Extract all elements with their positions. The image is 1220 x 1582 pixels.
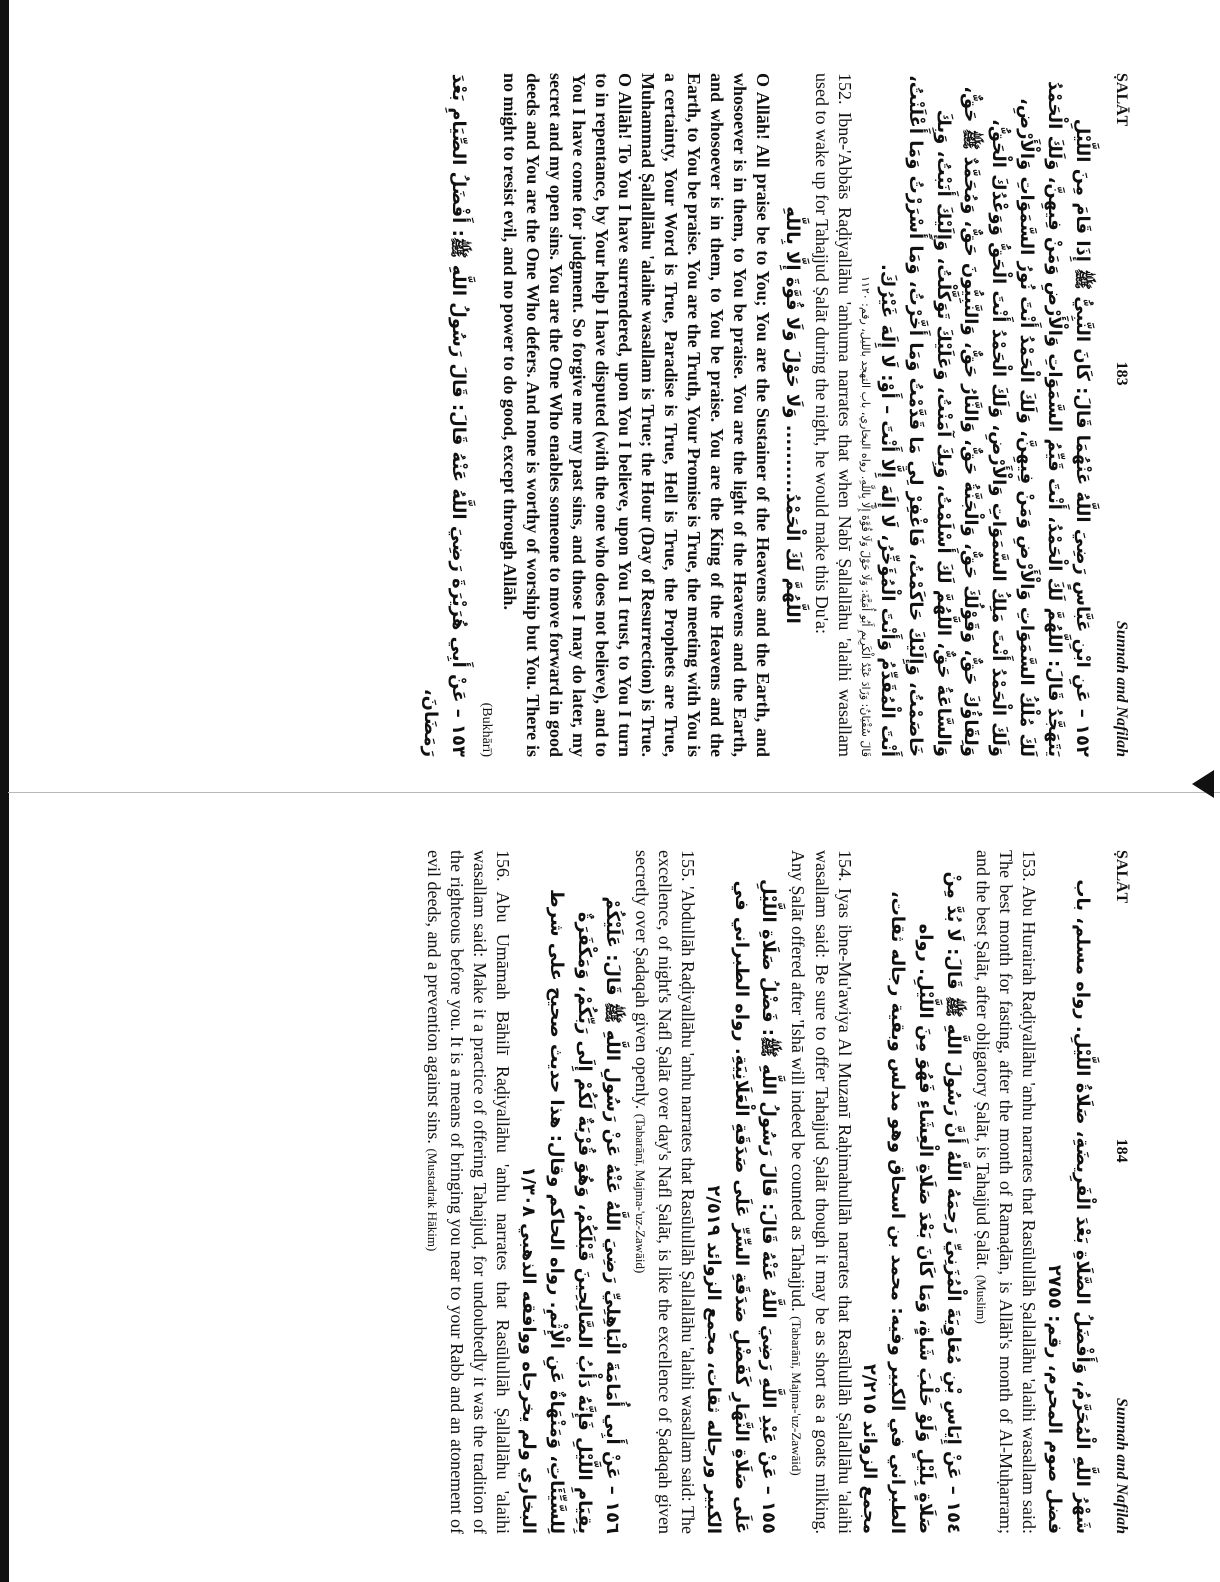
hadith-153-arabic-continued: شَهْرُ اللَّهِ الْمُحَرَّمُ، وَأَفْضَلُ الصَّلَاةِ بَعْدَ الْفَرِيضَةِ، صَلَاةُ اللَّيْلِ. رواه مسلم، باب فضل صوم المحرم، رقم: ٢٧٥٥ [1044,879,1093,1534]
hadith-152-translation: 152. Ibne-'Abbās Raḍiyallāhu 'anhuma narrates that when Nabī Ṣallallāhu 'alaihi wasallam used to wake up for Tahajjud Ṣalāt during the night, he would make this Du'a: [812,73,856,757]
hadith-156-translation [422,850,514,1534]
page-number: 183 [1113,361,1130,386]
hadith-155-text: 155. 'Abdullāh Raḍiyallāhu 'anhu narrates that Rasūlullāh Ṣallallāhu 'alaihi wasallam said: The excellence, of night's Nafl Ṣalāt over day's Nafl Ṣalāt, is like the excellence of Ṣadaqah given secretly over Ṣadaqah given openly. [631,850,698,1534]
header-title: Sunnah and Nafilah [1113,620,1130,757]
hadith-154-arabic: ١٥٤ – عَنْ إِيَاسِ بْنِ مُعَاوِيَةَ الْمُزَنِيِّ رَحِمَهُ اللَّهُ أَنَّ رَسُولَ اللَّهِ ﷺ قَالَ: لَا بُدَّ مِنْ صَلَاةٍ بِلَيْلٍ وَلَوْ حَلْبَ شَاةٍ، وَمَا كَانَ بَعْدَ صَلَاةِ الْعِشَاءِ فَهُوَ مِنَ اللَّيْلِ. رواه الطبراني في الكبير وفيه: محمد بن اسحاق وهو مدلس وبقية رجاله ثقات، مجمع الزوائد ٢/٢١٥ [859,871,965,1534]
hadith-155-translation [630,850,699,1534]
hadith-155-citation: (Tabarānī, Majma-'uz-Zawāid) [632,1113,648,1274]
page-number: 184 [1113,1138,1130,1163]
hadith-154-text: 154. Iyas ibne-Mu'awiya Al Muzanī Raḥimahullāh narrates that Rasūlullāh Ṣallallāhu 'alaihi wasallam said: Be sure to offer Tahajjud Ṣalāt though it may be as short as a goats milking. Any Ṣalāt offered after 'Ishā will indeed be counted as Tahajjud. [788,850,855,1534]
hadith-152-dua-arabic: اللَّهُمَّ لَكَ الْحَمْدُ.......... وَلَا حَوْلَ وَلَا قُوَّةَ إِلَّا بِاللَّهِ [782,206,804,624]
hadith-153-text: 153. Abu Hurairah Raḍiyallāhu 'anhu narrates that Rasūlullāh Ṣallallāhu 'alaihi wasallam said: The best month for fasting, after the month of Ramaḍān, is Allāh's month of Al-Muḥarram; and the best Ṣalāt, after obligatory Ṣalāt, is Tahajjud Ṣalāt. [973,850,1040,1534]
hadith-153-arabic-start: ١٥٣ – عَنْ أَبِي هُرَيْرَةَ رَضِيَ اللَّهُ عَنْهُ قَالَ: قَالَ رَسُولُ اللَّهِ ﷺ: أَفْضَلُ الصِّيَامِ بَعْدَ رَمَضَانَ، [420,73,470,757]
hadith-155-arabic: ١٥٥ – عَنْ عَبْدِ اللَّهِ رَضِيَ اللَّهُ عَنْهُ قَالَ: قَالَ رَسُولُ اللَّهِ ﷺ: فَضْلُ صَلَاةِ اللَّيْلِ عَلَى صَلَاةِ النَّهَارِ كَفَضْلِ صَدَقَةِ السِّرِّ عَلَى صَدَقَةِ الْعَلَانِيَةِ. رواه الطبراني في الكبير ورجاله ثقات، مجمع الزوائد ٢/٥١٩ [702,878,780,1534]
header-section: ṢALĀT [1113,850,1130,904]
hadith-153-citation: (Muslim) [974,1274,990,1324]
book-binding-edge [0,0,9,1582]
hadith-154-citation: (Tabarānī, Majma-'uz-Zawāid) [789,1316,805,1476]
page-184 [90,822,1130,1562]
hadith-156-citation: (Mustadrak Hākim) [425,1148,441,1252]
hadith-152-citation: (Bukhārī) [479,702,495,757]
header-section: ṢALĀT [1113,73,1130,127]
header-title: Sunnah and Nafilah [1113,1397,1130,1534]
page-header [1096,850,1130,1534]
page-183 [90,45,1130,785]
hadith-153-translation [971,850,1040,1534]
hadith-152-arabic: ١٥٢ – عَنِ ابْنِ عَبَّاسٍ رَضِيَ اللَّهُ عَنْهُمَا قَالَ: كَانَ النَّبِيُّ ﷺ إِذَا قَامَ مِنَ اللَّيْلِ يَتَهَجَّدُ قَالَ: اللَّهُمَّ لَكَ الْحَمْدُ، أَنْتَ قَيِّمُ السَّمَوَاتِ وَالْأَرْضِ وَمَنْ فِيهِنَّ، وَلَكَ الْحَمْدُ لَكَ مُلْكُ السَّمَوَاتِ وَالْأَرْضِ وَمَنْ فِيهِنَّ، وَلَكَ الْحَمْدُ أَنْتَ نُورُ السَّمَوَاتِ وَالْأَرْضِ، وَلَكَ الْحَمْدُ أَنْتَ مَلِكُ السَّمَوَاتِ وَالْأَرْضِ، وَلَكَ الْحَمْدُ أَنْتَ الْحَقُّ وَوَعْدُكَ الْحَقُّ، وَلِقَاؤُكَ حَقٌّ، وَقَوْلُكَ حَقٌّ، وَالْجَنَّةُ حَقٌّ، وَالنَّارُ حَقٌّ، وَالنَّبِيُّونَ حَقٌّ، وَمُحَمَّدٌ ﷺ حَقٌّ، وَالسَّاعَةُ حَقٌّ، اللَّهُمَّ لَكَ أَسْلَمْتُ، وَبِكَ آمَنْتُ، وَعَلَيْكَ تَوَكَّلْتُ، وَإِلَيْكَ أَنَبْتُ، وَبِكَ خَاصَمْتُ، وَإِلَيْكَ حَاكَمْتُ، فَاغْفِرْ لِي مَا قَدَّمْتُ وَمَا أَخَّرْتُ، وَمَا أَسْرَرْتُ وَمَا أَعْلَنْتُ، أَنْتَ الْمُقَدِّمُ وَأَنْتَ الْمُؤَخِّرُ، لَا إِلَهَ إِلَّا أَنْتَ – أَوْ: لَا إِلَهَ غَيْرُكَ. [876,74,1093,757]
hadith-152-dua-translation: O Allāh! All praise be to You; You are the Sustainer of the Heavens and the Earth, and whosoever is in them, to You be praise. You are the light of the Heavens and the Earth, and whosoever is in them, to You be praise. You are the King of the Heavens and the Earth, to You be praise. You are the Truth, Your Promise is True, the meeting with You is a certainty, Your Word is True, Paradise is True, Hell is True, the Prophets are True, Muhammad Ṣallallāhu 'alaihe wasallam is True; the Hour (Day of Resurrection) is True. O Allāh! To You I have surrendered, upon You I believe, upon You I trust, to You I turn to in repentance, by Your help I have disputed (with the one who does not believe), and to You I have come for judgment. So forgive me my past sins, and those I may do later, my secret and my open sins. You are the One Who enables someone to move forward in good deeds and You are the One Who defers. And none is worthy of worship but You. There is no might to resist evil, and no power to do good, except through Allāh. [500,73,774,757]
page-gutter-line [8,792,1220,793]
hadith-154-translation [786,850,855,1534]
page-header [1096,73,1130,757]
hadith-156-text: 156. Abu Umāmah Bāhilī Raḍiyallāhu 'anhu narrates that Rasūlullāh Ṣallallāhu 'alaihi wasallam said: Make it a practice of offering Tahajjud, for undoubtedly it was the tradition of the righteous before you. It is a means of bringing you near to your Rabb and an atonement of evil deeds, and a prevention against sins. [424,850,514,1534]
hadith-152-reference: قَالَ سُفْيَانُ: وَزَادَ عَبْدُ الْكَرِيمِ أَبُو أُمَيَّةَ: وَلَا حَوْلَ وَلَا قُوَّةَ إِلَّا بِاللَّهِ. رواه البخاري، باب التهجد بالليل، رقم: ١١٢٠ [858,276,872,757]
page-separator-mark [1192,770,1214,798]
hadith-156-arabic: ١٥٦ – عَنْ أَبِي أُمَامَةَ الْبَاهِلِيِّ رَضِيَ اللَّهُ عَنْهُ عَنْ رَسُولِ اللَّهِ ﷺ قَالَ: عَلَيْكُمْ بِقِيَامِ اللَّيْلِ فَإِنَّهُ دَأْبُ الصَّالِحِينَ قَبْلَكُمْ، وَهُوَ قُرْبَةٌ لَكُمْ إِلَى رَبِّكُمْ، وَمَكْفَرَةٌ لِلسَّيِّئَاتِ، وَمَنْهَاةٌ عَنِ الْإِثْمِ. رواه الحاكم وقال: هذا حديث صحيح على شرط البخاري ولم يخرجاه ووافقه الذهبي ١/٣٠٨ [518,889,623,1534]
